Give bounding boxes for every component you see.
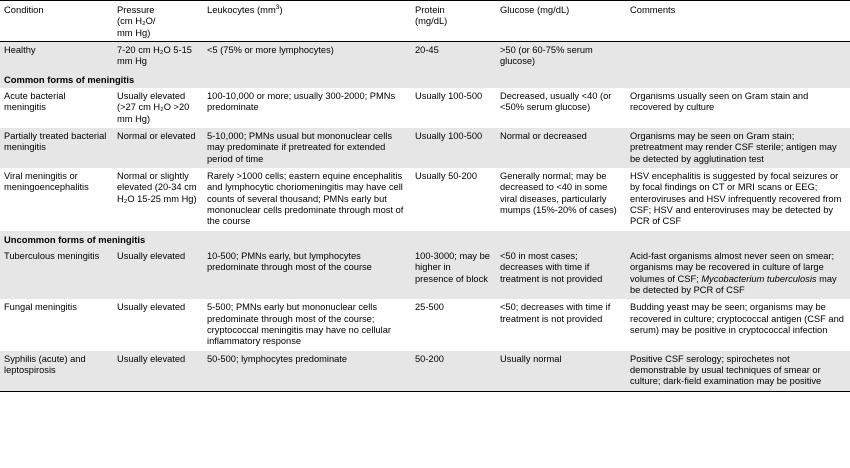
table-row — [0, 351, 850, 391]
table-cell-leukocytes: 5-500; PMNs early but mononuclear cells predominate through most of the course; cryptococcal meningitis may have no cellular inflammatory response — [207, 302, 391, 347]
table-cell-glucose: <50; decreases with time if treatment is not provided — [500, 302, 611, 324]
table-section-label: Common forms of meningitis — [0, 71, 850, 88]
table-row — [0, 88, 850, 128]
table-cell-condition: Viral meningitis or meningoencephalitis — [4, 170, 89, 193]
table-cell-condition: Syphilis (acute) and leptospirosis — [0, 351, 113, 391]
table-cell-comments: Organisms usually seen on Gram stain and recovered by culture — [630, 90, 809, 113]
table-cell-protein: 100-3000; may be higher in presence of block — [411, 248, 496, 299]
table-row — [0, 248, 850, 299]
table-cell-pressure: 7-20 cm H₂O 5-15 mm Hg — [113, 41, 203, 70]
column-header-pressure-line3: mm Hg) — [117, 26, 151, 38]
column-header-leukocytes — [203, 1, 411, 42]
column-header-pressure-line1: Pressure — [117, 4, 155, 15]
column-header-pressure — [113, 1, 203, 42]
table-cell-glucose: Decreased, usually <40 (or <50% serum glucose) — [500, 90, 612, 113]
table-cell-comments: Budding yeast may be seen; organisms may be recovered in culture; cryptococcal antigen (CSF and serum) may be positive in cryptococcal infection — [630, 302, 844, 336]
table-header-row — [0, 1, 850, 42]
cell-text: may be detected by PCR of CSF — [630, 273, 837, 296]
table-cell-leukocytes: 10-500; PMNs early, but lymphocytes predominate through most of the course — [203, 248, 411, 299]
column-header-condition: Condition — [4, 4, 44, 15]
table-cell-comments — [626, 41, 850, 70]
table-cell-condition: Healthy — [0, 41, 113, 70]
table-cell-condition: Acute bacterial meningitis — [4, 90, 66, 113]
table-cell-comments: Positive CSF serology; spirochetes not demonstrable by usual techniques of smear or culture; dark-field examination may be positive — [626, 351, 850, 391]
table-cell-protein: Usually 50-200 — [415, 170, 478, 181]
table-cell-comments — [626, 248, 850, 299]
table-cell-pressure: Usually elevated — [113, 351, 203, 391]
table-cell-condition: Fungal meningitis — [4, 302, 77, 313]
table-cell-leukocytes: 50-500; lymphocytes predominate — [203, 351, 411, 391]
table-cell-protein: 50-200 — [411, 351, 496, 391]
table-cell-leukocytes: <5 (75% or more lymphocytes) — [203, 41, 411, 70]
table-cell-leukocytes: 100-10,000 or more; usually 300-2000; PMNs predominate — [207, 90, 396, 113]
table-cell-condition: Partially treated bacterial meningitis — [0, 128, 113, 168]
table-section-label: Uncommon forms of meningitis — [0, 231, 850, 248]
table-body — [0, 41, 850, 391]
table-cell-condition: Tuberculous meningitis — [0, 248, 113, 299]
table-cell-protein: Usually 100-500 — [415, 90, 483, 101]
column-header-protein-line2: (mg/dL) — [415, 15, 448, 27]
table-row — [0, 299, 850, 350]
table-cell-comments: Organisms may be seen on Gram stain; pretreatment may render CSF sterile; antigen may be detected by agglutination test — [626, 128, 850, 168]
table-cell-pressure: Normal or elevated — [113, 128, 203, 168]
column-header-glucose: Glucose (mg/dL) — [500, 4, 570, 15]
table-cell-pressure: Normal or slightly elevated (20-34 cm H₂O 15-25 mm Hg) — [117, 170, 197, 204]
table-cell-leukocytes: 5-10,000; PMNs usual but mononuclear cells may predominate if pretreated for extended period of time — [203, 128, 411, 168]
column-header-pressure-line2: (cm H₂O/ — [117, 15, 156, 27]
table-cell-glucose: >50 (or 60-75% serum glucose) — [496, 41, 626, 70]
column-header-protein — [411, 1, 496, 42]
cell-text: Acid-fast organisms almost never seen on smear; organisms may be recovered in culture of large volumes of CSF; — [630, 251, 835, 284]
table-cell-glucose: <50 in most cases; decreases with time if treatment is not provided — [496, 248, 626, 299]
table-cell-glucose: Usually normal — [496, 351, 626, 391]
table-cell-pressure: Usually elevated — [113, 248, 203, 299]
table-cell-comments: HSV encephalitis is suggested by focal seizures or by focal findings on CT or MRI scans or EEG; enteroviruses and HSV infrequently recovered from CSF; HSV and enteroviruses may be detected by PCR of CSF — [630, 170, 842, 227]
table-cell-glucose: Normal or decreased — [496, 128, 626, 168]
table-cell-protein: Usually 100-500 — [411, 128, 496, 168]
table-header — [0, 1, 850, 42]
table-section-header-row — [0, 71, 850, 88]
table-cell-leukocytes: Rarely >1000 cells; eastern equine encephalitis and lymphocytic choriomeningitis may have cell counts of several thousand; PMNs early but mononuclear cells predominate through most of the course — [207, 170, 404, 227]
column-header-comments: Comments — [630, 4, 676, 15]
column-header-protein-line1: Protein — [415, 4, 445, 15]
column-header-leukocytes-text: Leukocytes $(mm^3)$ — [207, 3, 283, 15]
organism-name: Mycobacterium tuberculosis — [701, 273, 817, 284]
table-cell-pressure: Usually elevated (>27 cm H₂O >20 mm Hg) — [117, 90, 190, 124]
table-row — [0, 168, 850, 231]
table-cell-protein: 20-45 — [411, 41, 496, 70]
table-section-header-row — [0, 231, 850, 248]
table-row — [0, 128, 850, 168]
table-cell-protein: 25-500 — [415, 302, 444, 313]
table-row — [0, 41, 850, 70]
table-cell-glucose: Generally normal; may be decreased to <40 in some viral diseases, particularly mumps (15%-20% of cases) — [500, 170, 617, 215]
table-cell-pressure: Usually elevated — [117, 302, 186, 313]
